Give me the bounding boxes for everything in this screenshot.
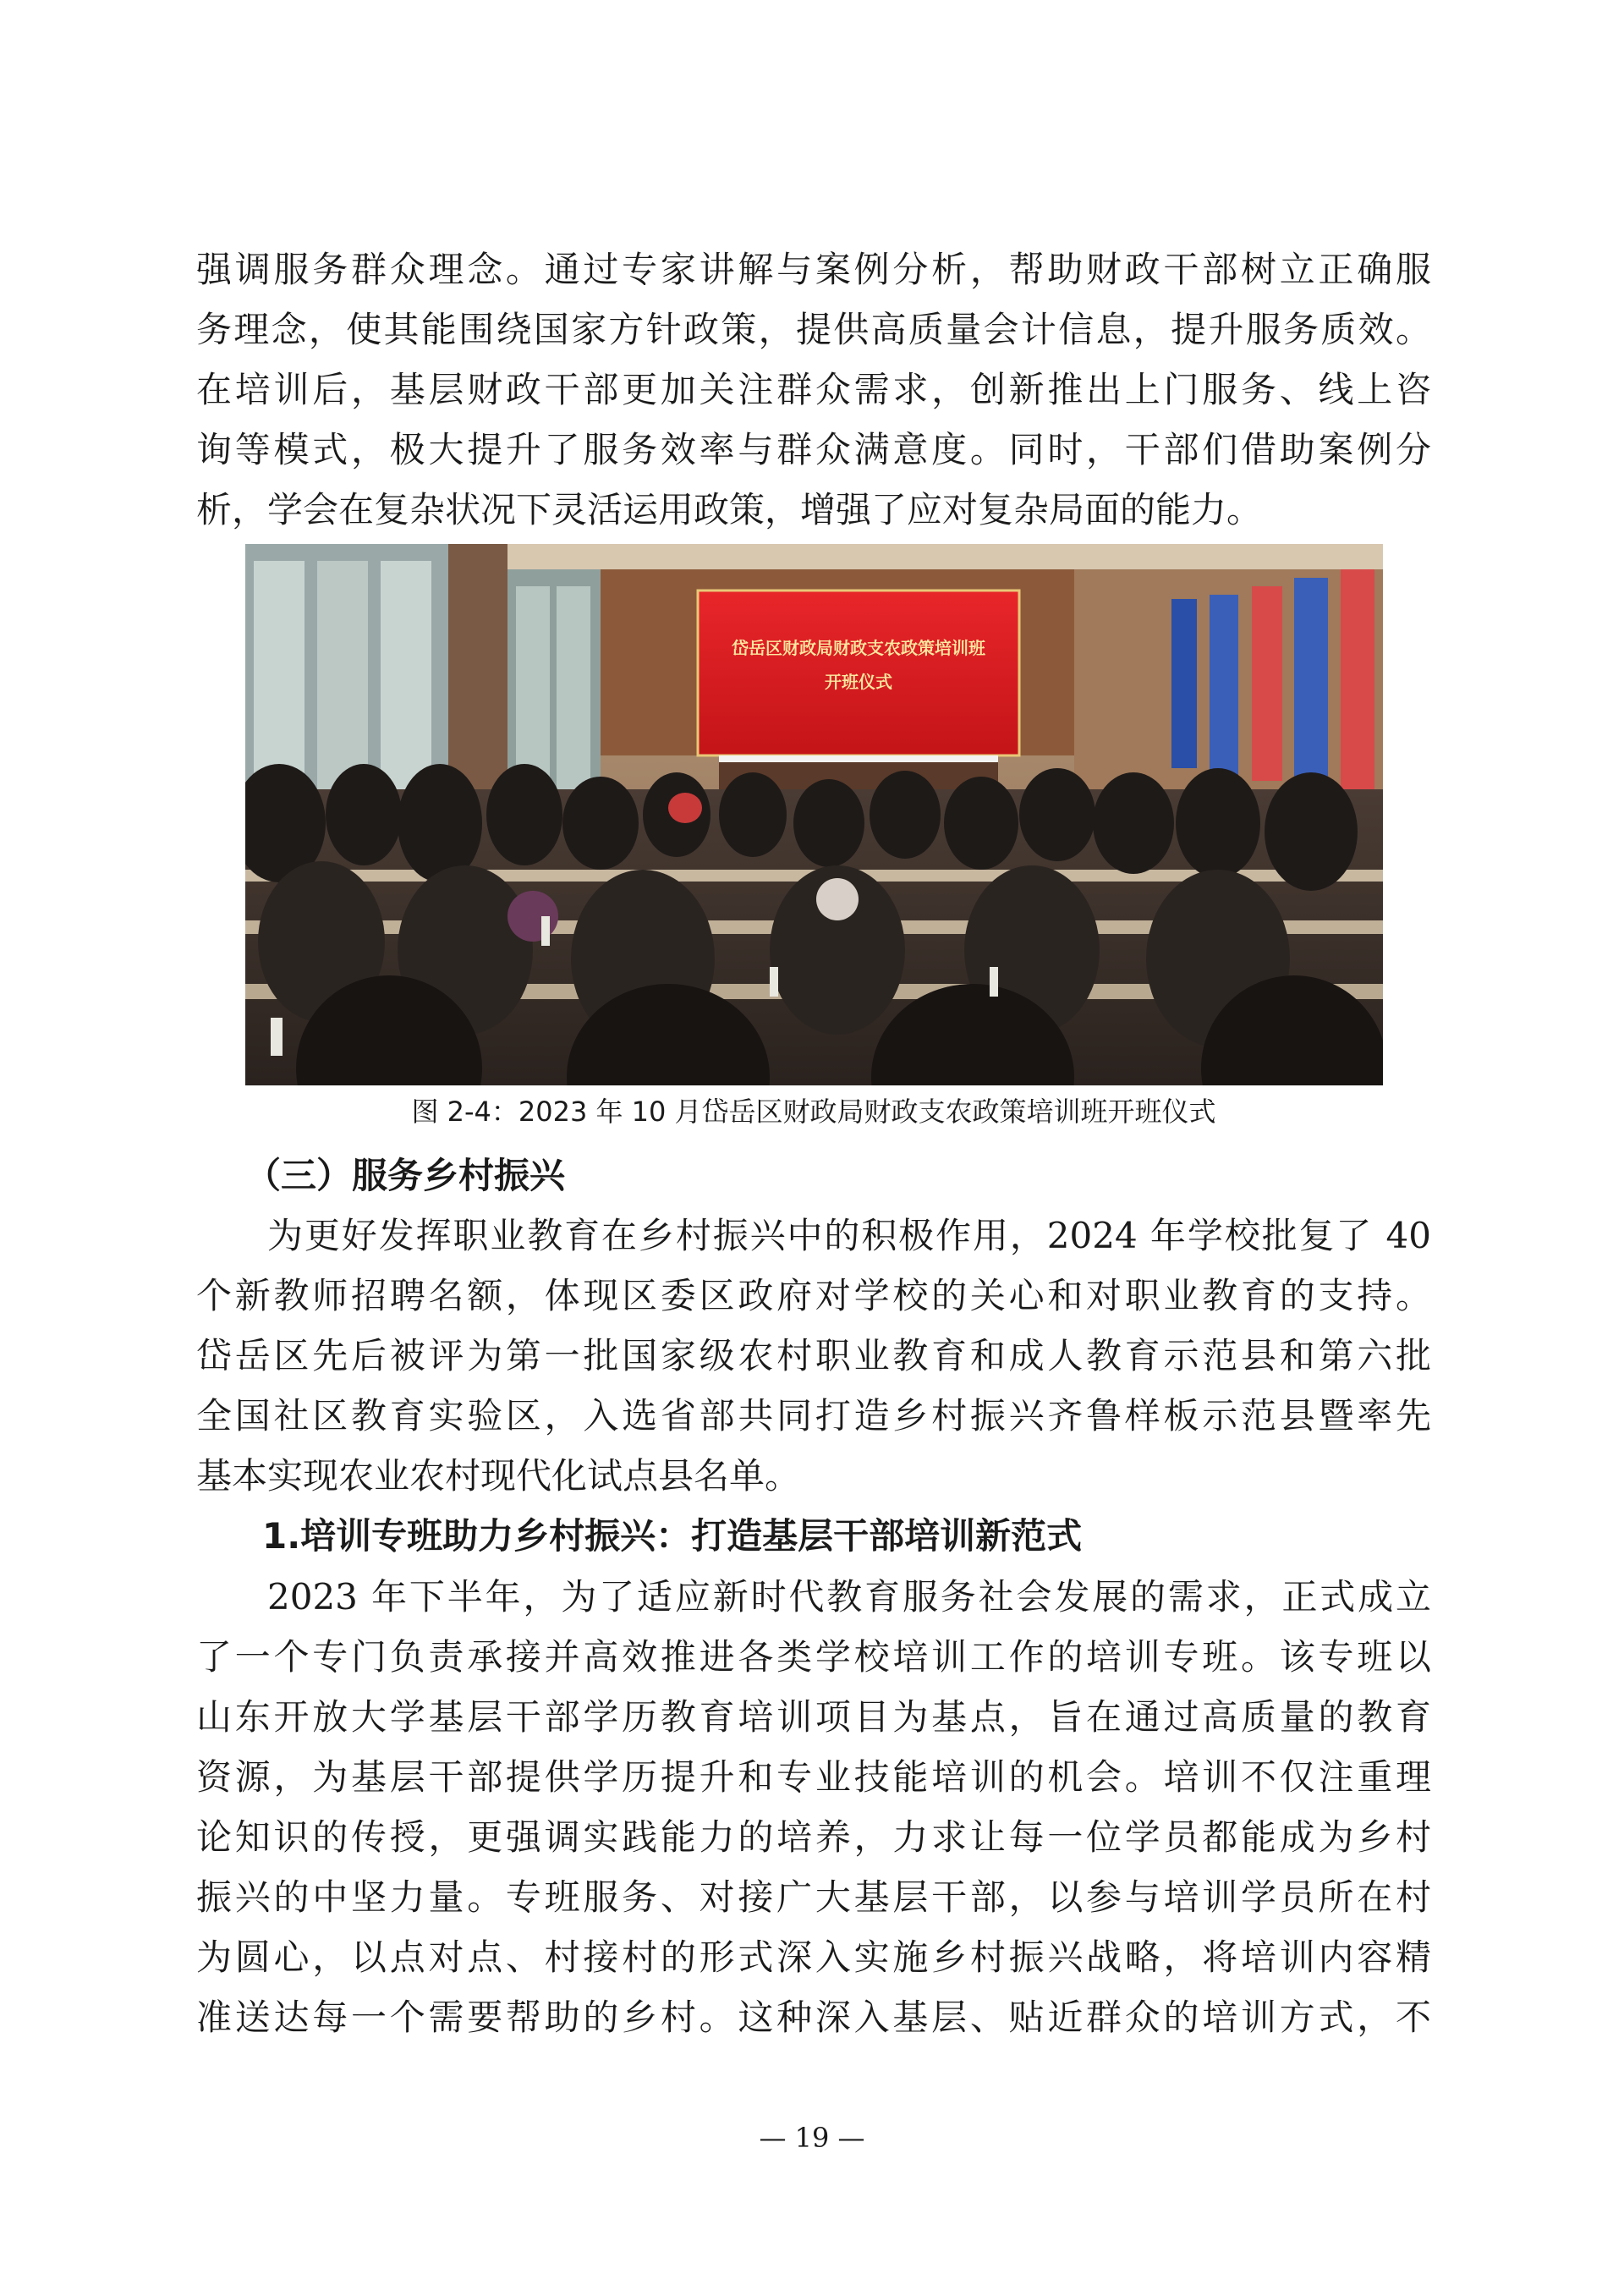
paragraph-2 — [196, 1206, 1431, 1506]
paragraph-line: 基本实现农业农村现代化试点县名单。 — [196, 1455, 801, 1497]
paragraph-line: 强调服务群众理念。通过专家讲解与案例分析，帮助财政干部树立正确服 — [196, 249, 1431, 290]
paragraph-line: 在培训后，基层财政干部更加关注群众需求，创新推出上门服务、线上咨 — [196, 369, 1431, 410]
paragraph-line: 全国社区教育实验区，入选省部共同打造乡村振兴齐鲁样板示范县暨率先 — [196, 1395, 1431, 1436]
section-heading: （三）服务乡村振兴 — [245, 1155, 566, 1196]
paragraph-line: 了一个专门负责承接并高效推进各类学校培训工作的培训专班。该专班以 — [196, 1636, 1431, 1678]
paragraph-line: 务理念，使其能围绕国家方针政策，提供高质量会计信息，提升服务质效。 — [196, 309, 1431, 350]
paragraph-line: 振兴的中坚力量。专班服务、对接广大基层干部，以参与培训学员所在村 — [196, 1876, 1431, 1918]
paragraph-line: 岱岳区先后被评为第一批国家级农村职业教育和成人教育示范县和第六批 — [196, 1335, 1431, 1376]
figure-caption: 图 2-4：2023 年 10 月岱岳区财政局财政支农政策培训班开班仪式 — [411, 1096, 1216, 1128]
screen-subtitle-text: 开班仪式 — [825, 672, 892, 692]
paragraph-line: 个新教师招聘名额，体现区委区政府对学校的关心和对职业教育的支持。 — [196, 1275, 1431, 1316]
screen-title-text: 岱岳区财政局财政支农政策培训班 — [732, 638, 985, 658]
page-number: — 19 — — [759, 2122, 865, 2154]
paragraph-line: 论知识的传授，更强调实践能力的培养，力求让每一位学员都能成为乡村 — [196, 1816, 1431, 1858]
paragraph-1 — [196, 239, 1431, 540]
paragraph-line: 为更好发挥职业教育在乡村振兴中的积极作用，2024 年学校批复了 40 — [267, 1215, 1431, 1256]
subsection-heading: 1.培训专班助力乡村振兴：打造基层干部培训新范式 — [262, 1515, 1083, 1557]
paragraph-line: 资源，为基层干部提供学历提升和专业技能培训的机会。培训不仅注重理 — [196, 1756, 1431, 1798]
paragraph-line: 2023 年下半年，为了适应新时代教育服务社会发展的需求，正式成立 — [267, 1576, 1431, 1618]
paragraph-line: 为圆心，以点对点、村接村的形式深入实施乡村振兴战略，将培训内容精 — [196, 1936, 1431, 1978]
training-ceremony-photo — [245, 544, 1383, 1085]
paragraph-line: 询等模式，极大提升了服务效率与群众满意度。同时，干部们借助案例分 — [196, 429, 1431, 470]
paragraph-line: 准送达每一个需要帮助的乡村。这种深入基层、贴近群众的培训方式，不 — [196, 1997, 1431, 2038]
paragraph-3 — [196, 1567, 1431, 2047]
paragraph-line: 析，学会在复杂状况下灵活运用政策，增强了应对复杂局面的能力。 — [196, 489, 1263, 530]
paragraph-line: 山东开放大学基层干部学历教育培训项目为基点，旨在通过高质量的教育 — [196, 1696, 1431, 1738]
